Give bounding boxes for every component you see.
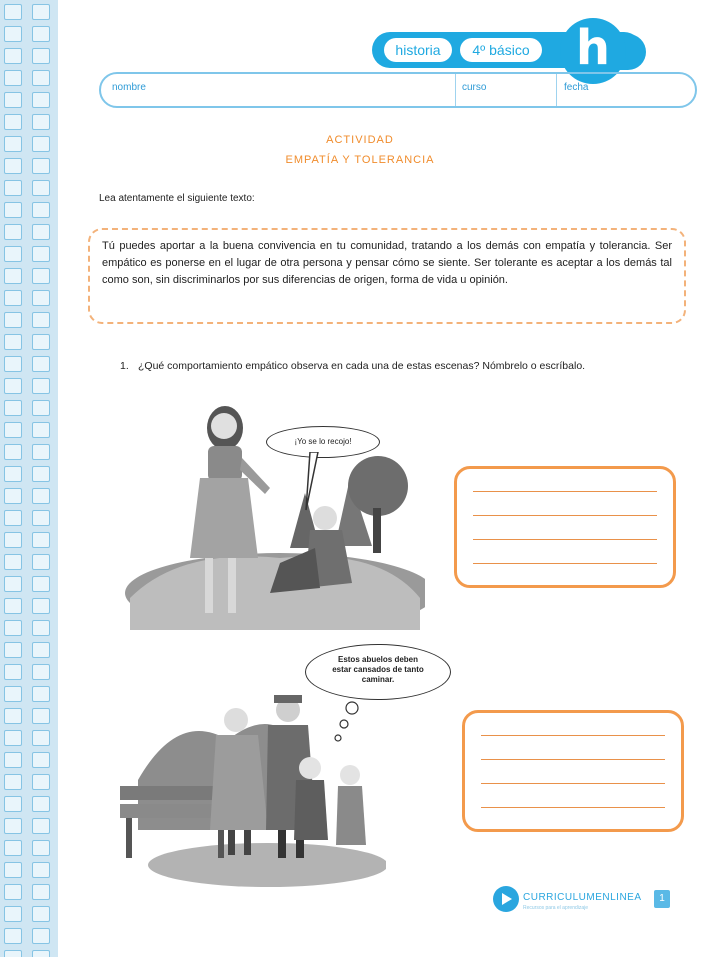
strip-square [4, 488, 22, 504]
strip-square [4, 202, 22, 218]
strip-square [4, 642, 22, 658]
strip-square [4, 950, 22, 957]
strip-square [32, 862, 50, 878]
topic-title: EMPATÍA Y TOLERANCIA [285, 154, 435, 166]
strip-square [32, 554, 50, 570]
answer-line [473, 491, 657, 492]
strip-square [4, 554, 22, 570]
instruction-text: Lea atentamente el siguiente texto: [99, 193, 255, 204]
strip-square [32, 642, 50, 658]
strip-square [32, 532, 50, 548]
strip-square [4, 598, 22, 614]
thought-bubble-2 [305, 644, 451, 700]
strip-square [32, 576, 50, 592]
answer-box-2[interactable] [462, 710, 684, 832]
strip-square [4, 510, 22, 526]
strip-square [4, 532, 22, 548]
strip-square [32, 290, 50, 306]
question-text: ¿Qué comportamiento empático observa en cada una de estas escenas? Nómbrelo o escríbalo. [138, 360, 586, 372]
grade-badge: 4º básico [460, 38, 542, 62]
strip-square [4, 664, 22, 680]
speech-bubble-tail [300, 452, 330, 512]
strip-square [32, 708, 50, 724]
answer-line [481, 735, 665, 736]
strip-square [32, 180, 50, 196]
strip-square [4, 444, 22, 460]
divider [556, 74, 557, 106]
brand-logo-icon [493, 886, 519, 912]
strip-square [32, 92, 50, 108]
strip-square [4, 246, 22, 262]
strip-square [32, 774, 50, 790]
subject-badge: historia [384, 38, 452, 62]
strip-square [32, 510, 50, 526]
strip-square [32, 444, 50, 460]
strip-square [4, 708, 22, 724]
answer-box-1[interactable] [454, 466, 676, 588]
strip-square [32, 114, 50, 130]
strip-square [4, 290, 22, 306]
strip-square [4, 752, 22, 768]
answer-line [473, 539, 657, 540]
divider [455, 74, 456, 106]
strip-square [32, 664, 50, 680]
answer-line [481, 807, 665, 808]
strip-square [32, 950, 50, 957]
question-1 [120, 358, 700, 374]
strip-square [32, 378, 50, 394]
strip-square [4, 378, 22, 394]
student-info-bar [99, 72, 697, 108]
strip-square [32, 4, 50, 20]
strip-square [32, 246, 50, 262]
strip-square [4, 796, 22, 812]
strip-square [4, 48, 22, 64]
strip-square [32, 466, 50, 482]
strip-square [4, 466, 22, 482]
strip-square [4, 356, 22, 372]
strip-square [4, 884, 22, 900]
strip-square [4, 114, 22, 130]
speech-bubble-1-text: ¡Yo se lo recojo! [294, 437, 352, 446]
strip-square [4, 312, 22, 328]
date-field-label: fecha [564, 82, 589, 93]
strip-column [4, 4, 22, 957]
thought-bubble-2-text: Estos abuelos deben estar cansados de tanto caminar. [332, 655, 424, 684]
strip-square [32, 620, 50, 636]
strip-square [4, 400, 22, 416]
strip-square [4, 906, 22, 922]
strip-square [4, 928, 22, 944]
strip-square [32, 400, 50, 416]
strip-square [32, 598, 50, 614]
strip-column [32, 4, 50, 957]
brand-tagline: Recursos para el aprendizaje [523, 905, 589, 911]
strip-square [32, 818, 50, 834]
strip-square [32, 48, 50, 64]
strip-square [32, 202, 50, 218]
strip-square [4, 576, 22, 592]
activity-title: ACTIVIDAD [326, 134, 394, 146]
strip-square [32, 26, 50, 42]
strip-square [32, 928, 50, 944]
strip-square [4, 730, 22, 746]
strip-square [32, 906, 50, 922]
strip-square [4, 70, 22, 86]
strip-square [32, 224, 50, 240]
strip-square [4, 180, 22, 196]
strip-square [32, 796, 50, 812]
strip-square [4, 26, 22, 42]
brand-name: CURRICULUMENLINEA [523, 892, 642, 903]
strip-square [32, 840, 50, 856]
strip-square [4, 774, 22, 790]
strip-square [4, 818, 22, 834]
subject-logo: h [560, 18, 626, 84]
thought-bubble-dots [330, 700, 370, 750]
strip-square [32, 268, 50, 284]
strip-square [32, 686, 50, 702]
answer-line [473, 515, 657, 516]
strip-square [32, 488, 50, 504]
strip-square [4, 268, 22, 284]
strip-square [4, 4, 22, 20]
strip-square [32, 312, 50, 328]
strip-square [32, 752, 50, 768]
strip-square [32, 356, 50, 372]
strip-square [32, 884, 50, 900]
strip-square [4, 422, 22, 438]
page-number: 1 [654, 890, 670, 908]
strip-square [32, 730, 50, 746]
strip-square [4, 686, 22, 702]
reading-passage [88, 228, 686, 324]
answer-line [473, 563, 657, 564]
strip-square [32, 334, 50, 350]
strip-square [4, 334, 22, 350]
strip-square [4, 620, 22, 636]
strip-square [4, 224, 22, 240]
reading-text: Tú puedes aportar a la buena convivencia en tu comunidad, tratando a los demás con empatía y tolerancia. Ser empático es ponerse en el lugar de otra persona y pensar cómo se siente. Ser tolerante es aceptar a los demás tal como son, sin discriminarlos por sus diferencias de origen, forma de vida u opinión. [102, 240, 672, 286]
name-field-label: nombre [112, 82, 146, 93]
course-field-label: curso [462, 82, 487, 93]
strip-square [32, 422, 50, 438]
strip-square [4, 862, 22, 878]
strip-square [4, 840, 22, 856]
scene-1-illustration [120, 398, 425, 630]
question-number: 1. [120, 360, 129, 372]
strip-square [32, 70, 50, 86]
answer-line [481, 759, 665, 760]
strip-square [4, 92, 22, 108]
answer-line [481, 783, 665, 784]
